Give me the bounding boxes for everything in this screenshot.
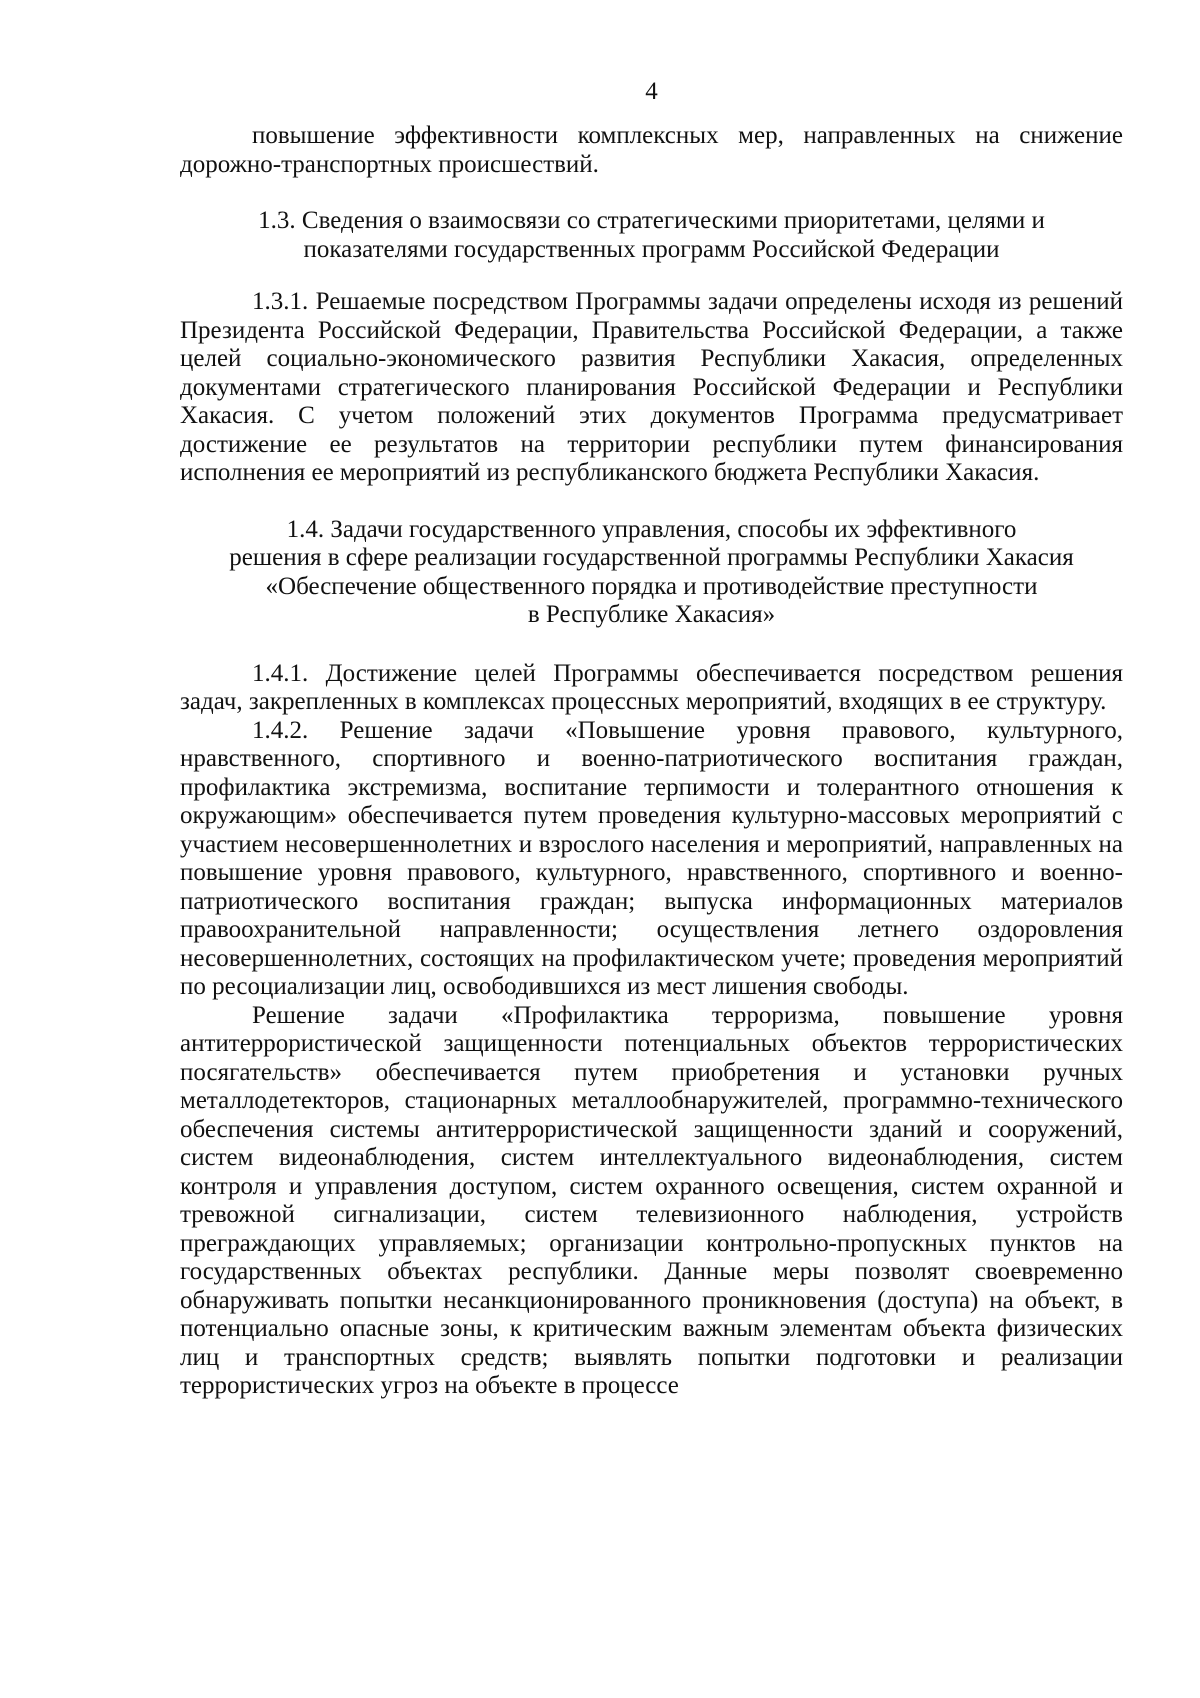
heading-line: решения в сфере реализации государственной программы Республики Хакасия — [229, 544, 1074, 571]
heading-line: показателями государственных программ Российской Федерации — [303, 235, 1000, 263]
intro-paragraph: повышение эффективности комплексных мер, направленных на снижение дорожно-транспортных происшествий. — [180, 122, 1123, 178]
heading-line: «Обеспечение общественного порядка и противодействие преступности — [265, 572, 1038, 600]
page-number: 4 — [645, 78, 658, 105]
paragraph-1-4-2: 1.4.2. Решение задачи «Повышение уровня правового, культурного, нравственного, спортивного и военно-патриотического воспитания граждан, профилактика экстремизма, воспитание терпимости и толерантного отношения к окружающим» обеспечивается путем проведения культурно-массовых мероприятий с участием несовершеннолетних и взрослого населения и мероприятий, направленных на повышение уровня правового, культурного, нравственного, спортивного и военно-патриотического воспитания граждан; выпуска информационных материалов правоохранительной направленности; осуществления летнего оздоровления несовершеннолетних, состоящих на профилактическом учете; проведения мероприятий по ресоциализации лиц, освободившихся из мест лишения свободы. — [180, 716, 1123, 1000]
section-1-4-heading — [180, 516, 1123, 630]
heading-line: 1.4. Задачи государственного управления, способы их эффективного — [286, 515, 1017, 543]
document-page — [180, 78, 1123, 1401]
section-1-3-heading — [180, 207, 1123, 264]
paragraph-terrorism: Решение задачи «Профилактика терроризма, повышение уровня антитеррористической защищенности потенциальных объектов террористических посягательств» обеспечивается путем приобретения и установки ручных металлодетекторов, стационарных металлообнаружителей, программно-технического обеспечения системы антитеррористической защищенности зданий и сооружений, систем видеонаблюдения, систем интеллектуального видеонаблюдения, систем контроля и управления доступом, систем охранного освещения, систем охранной и тревожной сигнализации, систем телевизионного наблюдения, устройств преграждающих управляемых; организации контрольно-пропускных пунктов на государственных объектах республики. Данные меры позволят своевременно обнаруживать попытки несанкционированного проникновения (доступа) на объект, в потенциально опасные зоны, к критическим важным элементам объекта физических лиц и транспортных средств; выявлять попытки подготовки и реализации террористических угроз на объекте в процессе — [180, 1001, 1123, 1399]
paragraph-1-3-1: 1.3.1. Решаемые посредством Программы задачи определены исходя из решений Президента Российской Федерации, Правительства Российской Федерации, а также целей социально-экономического развития Республики Хакасия, определенных документами стратегического планирования Российской Федерации и Республики Хакасия. С учетом положений этих документов Программа предусматривает достижение ее результатов на территории республики путем финансирования исполнения ее мероприятий из республиканского бюджета Республики Хакасия. — [180, 288, 1123, 486]
heading-line: в Республике Хакасия» — [527, 601, 776, 628]
paragraph-1-4-1: 1.4.1. Достижение целей Программы обеспечивается посредством решения задач, закрепленных в комплексах процессных мероприятий, входящих в ее структуру. — [180, 659, 1123, 715]
heading-line: 1.3. Сведения о взаимосвязи со стратегическими приоритетами, целями и — [258, 207, 1045, 234]
